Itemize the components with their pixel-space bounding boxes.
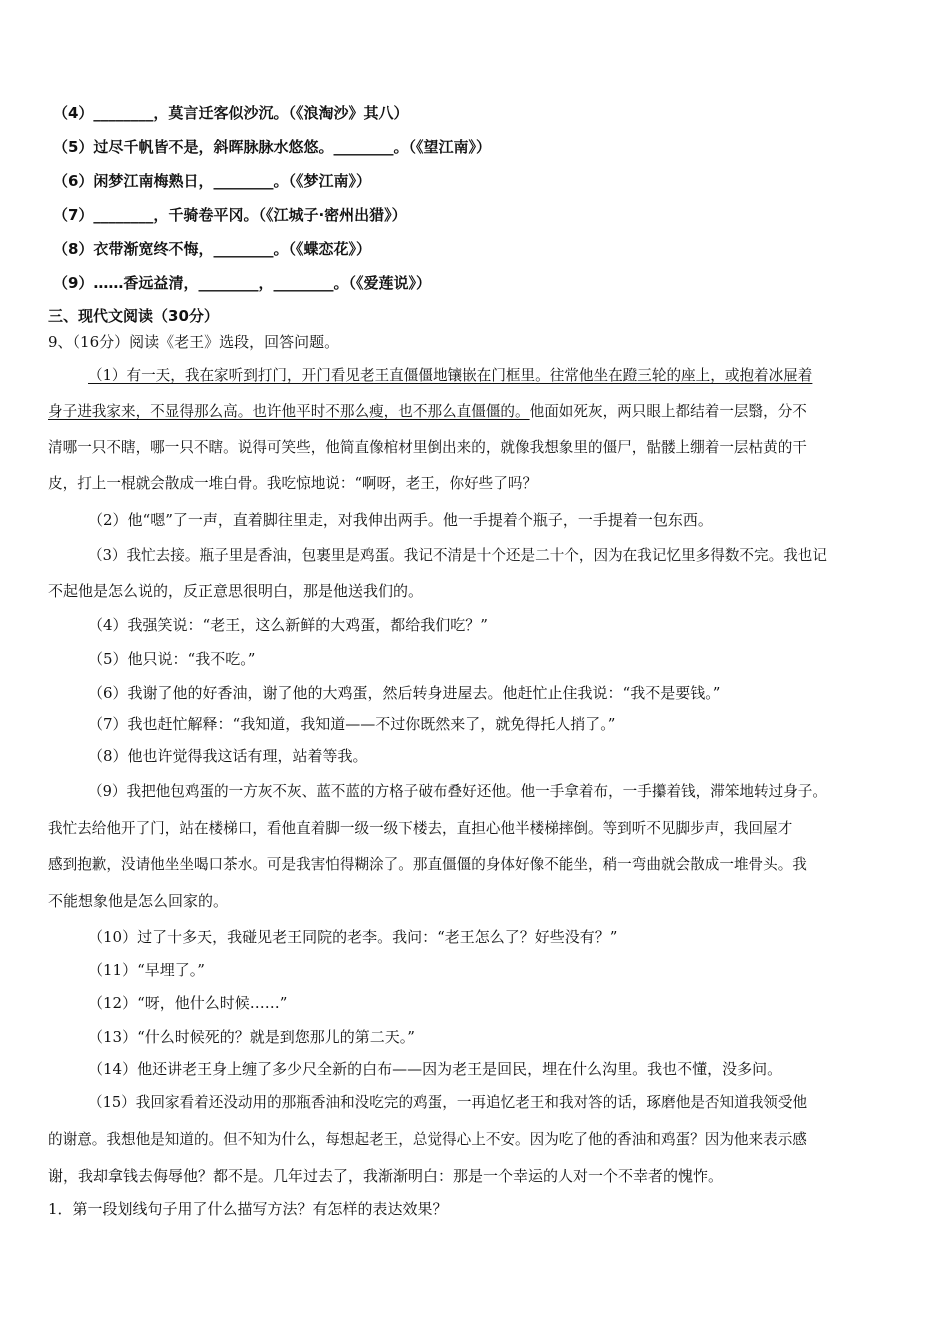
- p3-line1: （3）我忙去接。瓶子里是香油，包裹里是鸡蛋。我记不清是十个还是二十个，因为在我记忆里多得数不完。我也记: [88, 547, 827, 564]
- p5: （5）他只说：“我不吃。”: [88, 650, 256, 668]
- p1-line2-rest: 他面如死灰，两只眼上都结着一层翳，分不: [529, 403, 807, 420]
- p6: （6）我谢了他的好香油，谢了他的大鸡蛋，然后转身进屋去。他赶忙止住我说：“我不是要钱。”: [88, 684, 721, 702]
- p4: （4）我强笑说：“老王，这么新鲜的大鸡蛋，都给我们吃？”: [88, 616, 488, 634]
- p15-line1: （15）我回家看着还没动用的那瓶香油和没吃完的鸡蛋，一再追忆老王和我对答的话，琢磨他是否知道我领受他: [88, 1094, 808, 1111]
- p10: （10）过了十多天，我碰见老王同院的老李。我问：“老王怎么了？好些没有？”: [88, 928, 618, 946]
- poem-item-7: （7）________，千骑卷平冈。（《江城子·密州出猎》）: [53, 206, 407, 224]
- poem-item-5: （5）过尽千帆皆不是，斜晖脉脉水悠悠。________。（《望江南》）: [53, 138, 491, 156]
- p15-line3: 谢，我却拿钱去侮辱他？都不是。几年过去了，我渐渐明白：那是一个幸运的人对一个不幸者的愧怍。: [48, 1167, 724, 1185]
- p1-line4: 皮，打上一棍就会散成一堆白骨。我吃惊地说：“啊呀，老王，你好些了吗？: [48, 475, 538, 492]
- p1-line3: 清哪一只不瞎，哪一只不瞎。说得可笑些，他简直像棺材里倒出来的，就像我想象里的僵尸，骷髅上绷着一层枯黄的干: [48, 439, 807, 456]
- poem-item-8: （8）衣带渐宽终不悔，________。（《蝶恋花》）: [53, 240, 371, 258]
- p1-line1-underlined: （1）有一天，我在家听到打门，开门看见老王直僵僵地镶嵌在门框里。往常他坐在蹬三轮的座上，或抱着冰屉着: [88, 367, 813, 384]
- p2: （2）他“嗯”了一声，直着脚往里走，对我伸出两手。他一手提着个瓶子，一手提着一包东西。: [88, 511, 713, 529]
- poem-item-9: （9）……香远益清，________，________。（《爱莲说》）: [53, 274, 431, 292]
- p15-line2: 的谢意。我想他是知道的。但不知为什么，每想起老王，总觉得心上不安。因为吃了他的香油和鸡蛋？因为他来表示感: [48, 1131, 807, 1148]
- p13: （13）“什么时候死的？就是到您那儿的第二天。”: [88, 1028, 415, 1046]
- poem-item-6: （6）闲梦江南梅熟日，________。（《梦江南》）: [53, 172, 371, 190]
- poem-item-4: （4）________，莫言迁客似沙沉。（《浪淘沙》其八）: [53, 104, 409, 122]
- p14: （14）他还讲老王身上缠了多少尺全新的白布——因为老王是回民，埋在什么沟里。我也不懂，没多问。: [88, 1060, 783, 1078]
- p1-line2-underlined: 身子进我家来，不显得那么高。也许他平时不那么瘦，也不那么直僵僵的。: [48, 403, 530, 420]
- p9-line2: 我忙去给他开了门，站在楼梯口，看他直着脚一级一级下楼去，直担心他半楼梯摔倒。等到听不见脚步声，我回屋才: [48, 820, 793, 837]
- section-title: 三、现代文阅读（30分）: [48, 307, 219, 325]
- p3-line2: 不起他是怎么说的，反正意思很明白，那是他送我们的。: [48, 582, 424, 600]
- p1-line2: [48, 402, 807, 422]
- sub-question-1: 1．第一段划线句子用了什么描写方法？有怎样的表达效果？: [48, 1200, 448, 1218]
- p9-line4: 不能想象他是怎么回家的。: [48, 892, 229, 910]
- p9-line3: 感到抱歉，没请他坐坐喝口茶水。可是我害怕得糊涂了。那直僵僵的身体好像不能坐，稍一弯曲就会散成一堆骨头。我: [48, 856, 807, 873]
- p9-line1: （9）我把他包鸡蛋的一方灰不灰、蓝不蓝的方格子破布叠好还他。他一手拿着布，一手攥着钱，滞笨地转过身子。: [88, 783, 827, 800]
- question-intro: 9、（16分）阅读《老王》选段，回答问题。: [48, 333, 340, 351]
- p12: （12）“呀，他什么时候……”: [88, 994, 288, 1012]
- p8: （8）他也许觉得我这话有理，站着等我。: [88, 747, 368, 765]
- p7: （7）我也赶忙解释：“我知道，我知道——不过你既然来了，就免得托人捎了。”: [88, 715, 616, 733]
- p11: （11）“早埋了。”: [88, 961, 205, 979]
